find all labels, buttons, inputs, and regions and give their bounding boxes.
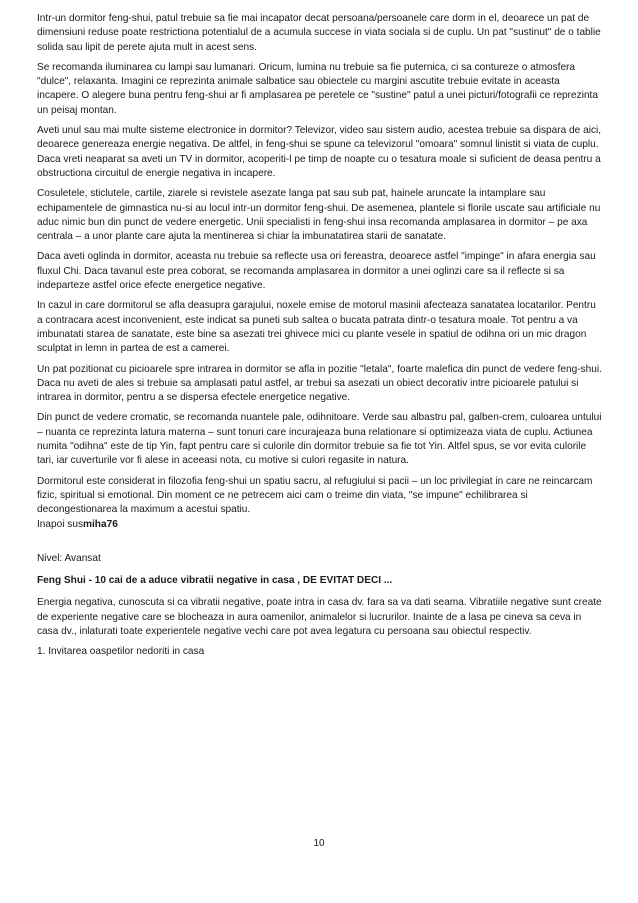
page-content bbox=[37, 12, 603, 666]
paragraph-mirror: Daca aveti oglinda in dormitor, aceasta nu trebuie sa reflecte usa ori fereastra, deoarece astfel "impinge" in afara energia sau fluxul Chi. Daca tavanul este prea coborat, se recomanda amplasarea in dormitor a unei oglinzi care sa il reflecte si sa indeparteze astfel orice efecte energetice negative. bbox=[37, 251, 596, 292]
paragraph-bed-position: Un pat pozitionat cu picioarele spre intrarea in dormitor se afla in pozitie "letala", foarte malefica din punct de vedere feng-shui. Daca nu aveti de ales si trebuie sa amplasati patul astfel, ar trebui sa asezati un obiect decorativ intre picioarele patului si intrarea in dormitor, pentru a se dispersa efectele energetice negative. bbox=[37, 363, 602, 404]
back-to-top-link[interactable] bbox=[37, 519, 118, 530]
list-item-1: 1. Invitarea oaspetilor nedoriti in casa bbox=[37, 646, 205, 658]
paragraph-garage: In cazul in care dormitorul se afla deasupra garajului, noxele emise de motorul masinii afecteaza sanatatea locatarilor. Pentru a contracara acest inconvenient, este indicat sa puneti sub saltea o bucata patrata dintr-o tesatura moale. Tot pentru a va imbunatati starea de sanatate, este bine sa asezati trei ghivece mici cu plante vesele in spatiul de odihna ori un mic dragon sculptat in lemn in partea de est a camerei. bbox=[37, 300, 596, 355]
article-title: Feng Shui - 10 cai de a aduce vibratii negative in casa , DE EVITAT DECI ... bbox=[37, 575, 393, 587]
paragraph-electronics: Aveti unul sau mai multe sisteme electronice in dormitor? Televizor, video sau sistem audio, acestea trebuie sa dispara de aici, deoarece genereaza energie negativa. De altfel, in feng-shui se spune ca televizorul "omoara" somnul linistit si viata de cuplu. Daca vreti neaparat sa aveti un TV in dormitor, acoperiti-l pe timp de noapte cu o tesatura moale si suficient de deasa pentru a obstructiona circuitul de energie negativa in incapere. bbox=[37, 125, 602, 179]
paragraph-lighting: Se recomanda iluminarea cu lampi sau lumanari. Oricum, lumina nu trebuie sa fie puternica, ci sa contureze o atmosfera "dulce", relaxanta. Imagini ce reprezinta animale salbatice sau obiectele cu margini ascutite trebuie evitate in aceasta incapere. O alegere buna pentru feng-shui ar fi amplasarea pe peretele ce "sustine" patul a unei picturi/fotografii ce reprezinta un peisaj montan. bbox=[37, 61, 598, 116]
paragraph-sacred-space-text: Dormitorul este considerat in filozofia feng-shui un spatiu sacru, al refugiului si pacii – un loc privilegiat in care ne reincarcam fizic, spiritual si emotional. Din moment ce ne petrecem aici cam o treime din viata, "se impune" echilibrarea si decongestionarea la maximum a acestui spatiu. bbox=[37, 475, 593, 516]
section-gap bbox=[37, 532, 603, 552]
paragraph-clutter: Cosuletele, sticlutele, cartile, ziarele si revistele asezate langa pat sau sub pat, hainele aruncate la intamplare sau echipamentele de gimnastica nu-si au locul intr-un dormitor feng-shui. De asemenea, plantele si florile uscate sau artificiale nu aduc nimic bun din punct de vedere energetic. Unii specialisti in feng-shui insa recomanda amplasarea in dormitor – pe axa centrala – a unor plante care ajuta la mentinerea si chiar la imbunatatirea starii de sanatate. bbox=[37, 188, 601, 243]
back-to-top-label: Inapoi sus bbox=[37, 518, 84, 530]
paragraph-colors: Din punct de vedere cromatic, se recomanda nuantele pale, odihnitoare. Verde sau albastru pal, galben-crem, culoarea untului – nuanta ce reprezinta latura materna – sunt tonuri care incurajeaza buna relationare si optimizeaza viata de cuplu. Actiunea numita "odihna" este de tip Yin, fapt pentru care si culorile din dormitor trebuie sa fie tot Yin. Altfel spus, se vor evita culorile tari, iar cuverturile vor fi alese in aceeasi nota, cu motive si culori regasite in natura. bbox=[37, 412, 602, 467]
author-name: miha76 bbox=[83, 518, 118, 530]
paragraph-bed-size: Intr-un dormitor feng-shui, patul trebuie sa fie mai incapator decat persoana/persoanele care dorm in el, deoarece un pat de dimensiuni reduse poate restrictiona potentialul de a acumula succese in viata sociala si de cuplu. Un pat "sustinut" de o tablie solida sau lipit de perete ajuta mult in acest sens. bbox=[37, 13, 601, 53]
difficulty-level: Nivel: Avansat bbox=[37, 552, 101, 564]
page-number: 10 bbox=[313, 838, 325, 849]
paragraph-sacred-space bbox=[37, 475, 603, 532]
article-intro: Energia negativa, cunoscuta si ca vibratii negative, poate intra in casa dv. fara sa va dati seama. Vibratiile negative sunt create de experiente negative care se blocheaza in aura oamenilor, animalelor si lucrurilor. Inainte de a lasa pe cineva sa ceva in casa dv., inlaturati toate experientele negative vechi care pot avea legatura cu persoana sau obiectul respectiv. bbox=[37, 597, 602, 637]
